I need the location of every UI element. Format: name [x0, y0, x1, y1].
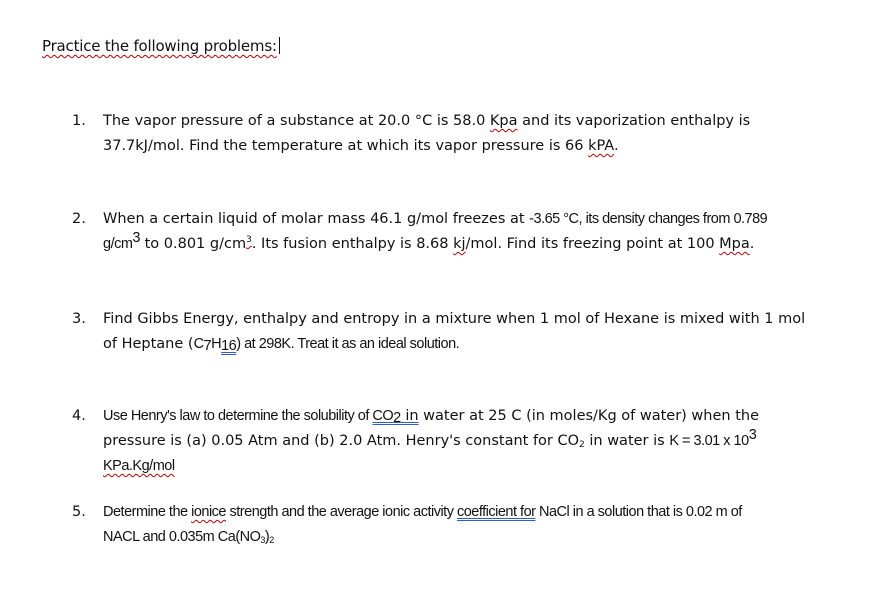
grammar-flag: coefficient for	[456, 504, 536, 520]
text-run: g/cm	[103, 236, 133, 252]
spell-flag: kPA	[588, 138, 614, 154]
text-run: The vapor pressure of a substance at 20.0 °C is 58.0	[103, 113, 490, 129]
superscript: 3	[748, 427, 757, 443]
problem-line	[103, 232, 863, 257]
text-run: .	[749, 236, 755, 252]
spell-flag: KPa.Kg/mol	[103, 458, 175, 474]
text-run: Use Henry's law to determine the solubility of	[103, 408, 373, 424]
spell-flag: Mpa	[719, 236, 750, 252]
text-run: to 0.801 g/cm	[140, 236, 247, 252]
subscript: 7	[203, 338, 212, 354]
spell-flag: Kpa	[489, 113, 518, 129]
spell-flag: kj	[453, 236, 466, 252]
spell-flag: ionice	[191, 504, 226, 520]
problem-number: 2.	[72, 211, 86, 227]
problem-line	[103, 134, 863, 159]
problem-number: 4.	[72, 408, 86, 424]
superscript: 3	[132, 230, 140, 246]
problem-text	[103, 109, 863, 159]
text-run: and its vaporization enthalpy is	[517, 113, 751, 129]
heading-text: Practice the following problems:	[42, 37, 277, 55]
text-run: 37.7kJ/mol. Find the temperature at which its vapor pressure is 66	[103, 138, 589, 154]
text-run: in water is	[584, 433, 670, 449]
formula-co2	[372, 408, 418, 424]
subscript: 2	[393, 410, 401, 426]
problem-number: 3.	[72, 311, 86, 327]
subscript: 2	[269, 535, 274, 545]
problem-line	[103, 500, 863, 525]
problem-line	[103, 525, 863, 550]
text-run: Determine the	[103, 504, 192, 520]
text-run: CO	[372, 408, 394, 424]
problem-line	[103, 429, 863, 454]
text-run: in	[400, 408, 419, 424]
text-run: -3.65 °C, its density changes from 0.789	[529, 211, 768, 227]
text-run: NACL and 0.035m Ca(NO	[103, 529, 261, 545]
subscript: 2	[579, 440, 585, 450]
text-run: When a certain liquid of molar mass 46.1 g/mol freezes at	[103, 211, 530, 227]
problem-line	[103, 307, 863, 332]
text-run: Find Gibbs Energy, enthalpy and entropy in a mixture when 1 mol of Hexane is mixed with 1 mol	[103, 311, 806, 327]
text-run: strength and the average ionic activity	[226, 504, 457, 520]
problem-line	[103, 207, 863, 232]
text-run: /mol. Find its freezing point at 100	[465, 236, 720, 252]
problem-line	[103, 404, 863, 429]
text-cursor	[279, 37, 280, 54]
text-run: of Heptane (	[103, 336, 194, 352]
subscript: 3	[260, 535, 265, 545]
problem-number: 5.	[72, 504, 86, 520]
text-run: pressure is (a) 0.05 Atm and (b) 2.0 Atm. Henry's constant for CO	[103, 433, 580, 449]
problem-text	[103, 307, 863, 357]
problem-line	[103, 109, 863, 134]
problem-line	[103, 332, 863, 357]
problem-text	[103, 500, 863, 550]
subscript: 16	[221, 338, 237, 354]
text-run: )	[264, 529, 270, 545]
problem-number: 1.	[72, 113, 86, 129]
text-run: C	[193, 336, 204, 352]
text-run: water at 25 C (in moles/Kg of water) when the	[418, 408, 759, 424]
superscript: 3	[246, 235, 252, 245]
text-run: NaCl in a solution that is 0.02 m of	[535, 504, 742, 520]
text-run: at 298K. Treat it as an ideal solution.	[240, 336, 460, 352]
text-run: .	[613, 138, 619, 154]
text-run: K = 3.01 x 10	[669, 433, 749, 449]
text-run: . Its fusion enthalpy is 8.68	[251, 236, 454, 252]
problem-text	[103, 207, 863, 257]
text-run: )	[236, 336, 241, 352]
text-run: H	[211, 336, 222, 352]
problem-line	[103, 454, 863, 479]
heading	[42, 37, 280, 55]
problem-text	[103, 404, 863, 479]
